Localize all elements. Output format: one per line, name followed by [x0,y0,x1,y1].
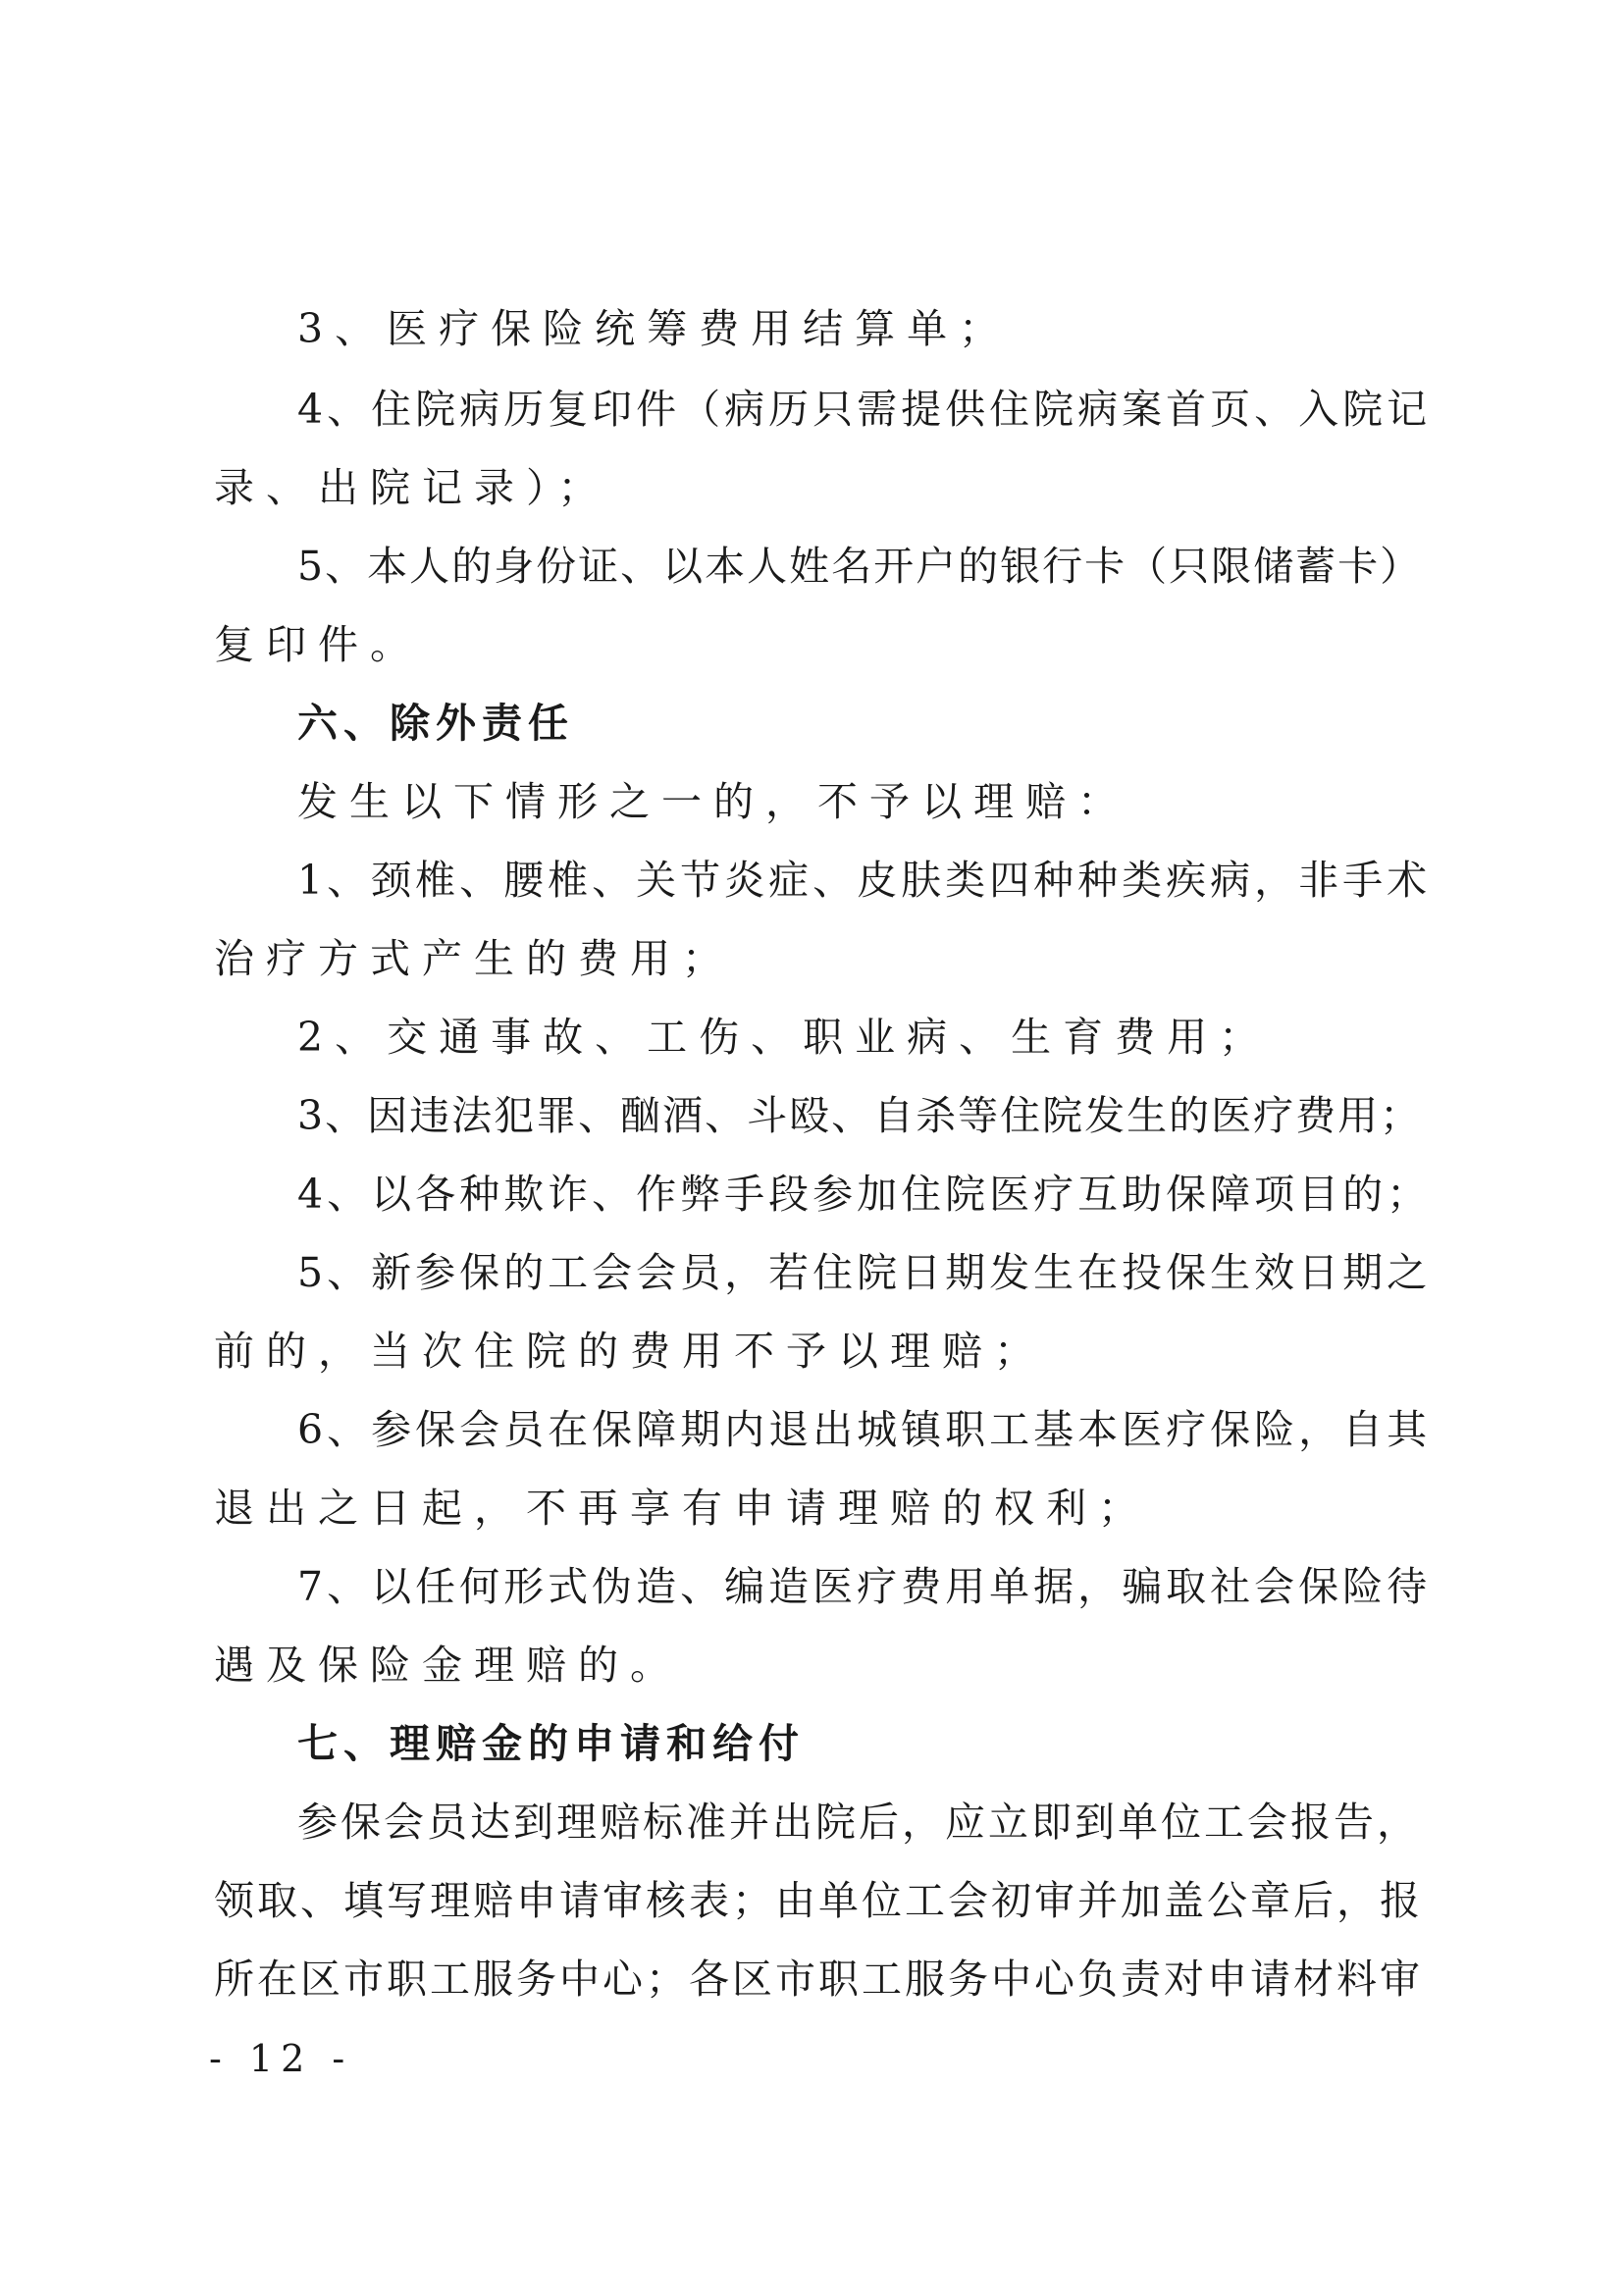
list-item-continuation: 复印件。 [214,621,422,668]
section-heading-claims: 七、理赔金的申请和给付 [297,1720,805,1767]
paragraph: 发生以下情形之一的，不予以理赔： [297,778,1129,825]
list-item: 7、以任何形式伪造、编造医疗费用单据，骗取社会保险待 [297,1563,1432,1610]
list-item: 3、医疗保险统筹费用结算单； [297,305,1012,352]
list-item: 4、住院病历复印件（病历只需提供住院病案首页、入院记 [297,386,1432,433]
list-item: 6、参保会员在保障期内退出城镇职工基本医疗保险，自其 [297,1406,1432,1453]
page-number: - 12 - [209,2037,353,2080]
list-item-continuation: 遇及保险金理赔的。 [214,1642,682,1689]
list-item-continuation: 退出之日起，不再享有申请理赔的权利； [214,1485,1150,1532]
list-item: 3、因违法犯罪、酗酒、斗殴、自杀等住院发生的医疗费用； [297,1092,1423,1139]
paragraph-continuation: 所在区市职工服务中心；各区市职工服务中心负责对申请材料审 [214,1956,1423,2003]
list-item-continuation: 治疗方式产生的费用； [214,935,734,982]
list-item: 4、以各种欺诈、作弊手段参加住院医疗互助保障项目的； [297,1171,1432,1218]
list-item-continuation: 前的，当次住院的费用不予以理赔； [214,1328,1046,1375]
list-item-continuation: 录、出院记录）； [214,464,610,511]
paragraph: 参保会员达到理赔标准并出院后，应立即到单位工会报告， [297,1799,1420,1846]
list-item: 5、新参保的工会会员，若住院日期发生在投保生效日期之 [297,1249,1432,1296]
list-item: 5、本人的身份证、以本人姓名开户的银行卡（只限储蓄卡） [297,543,1423,590]
list-item: 2、交通事故、工伤、职业病、生育费用； [297,1014,1272,1061]
section-heading-exclusions: 六、除外责任 [297,700,574,747]
list-item: 1、颈椎、腰椎、关节炎症、皮肤类四种种类疾病，非手术 [297,857,1432,904]
paragraph-continuation: 领取、填写理赔申请审核表；由单位工会初审并加盖公章后，报 [214,1877,1423,1924]
